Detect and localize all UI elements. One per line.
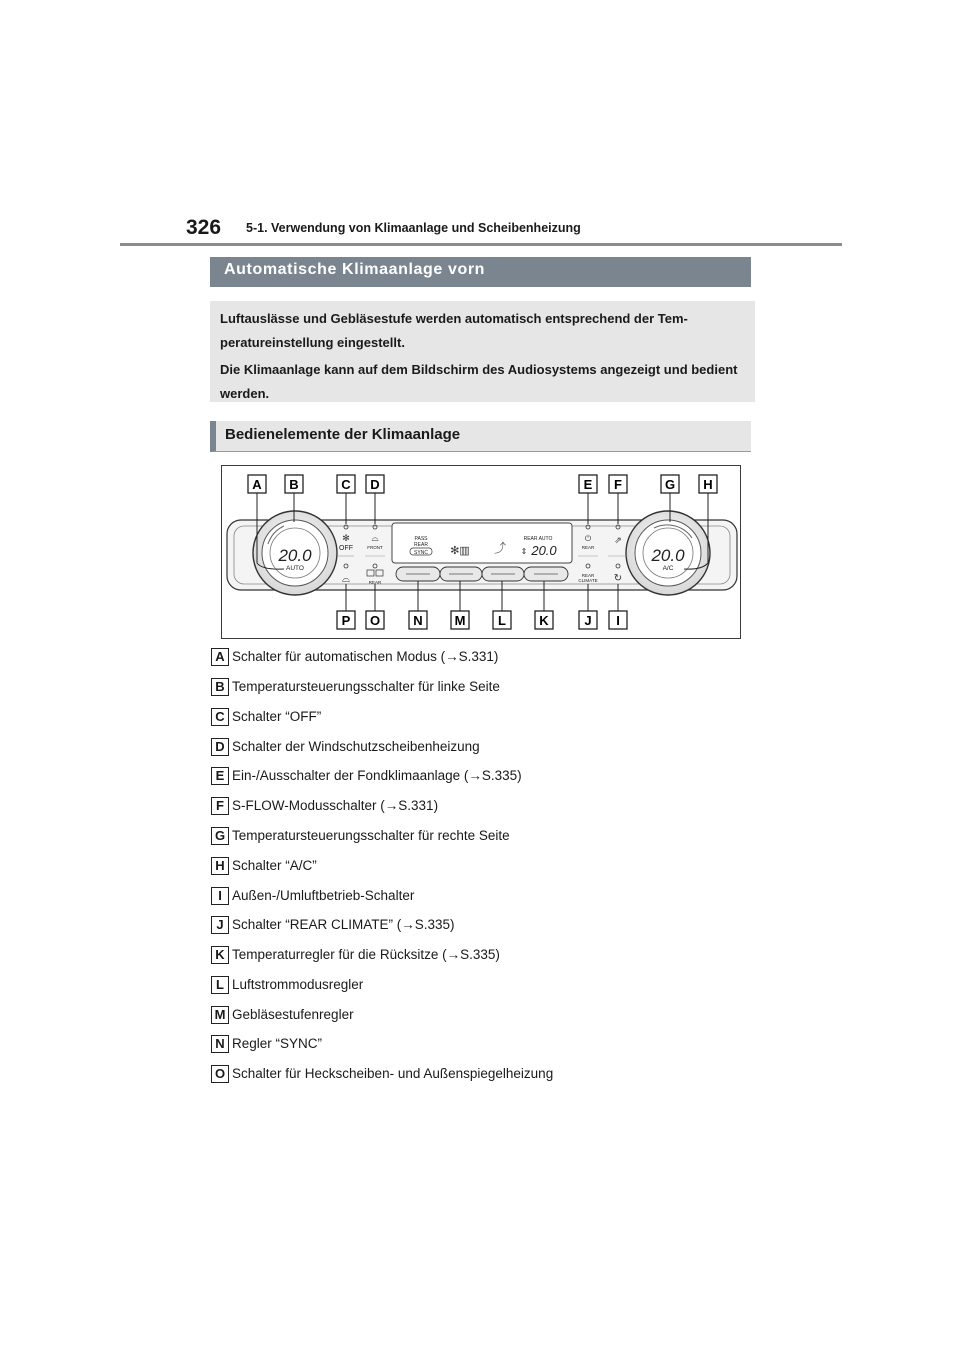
rear-temp-readout: 20.0 bbox=[531, 543, 557, 558]
legend-text: Temperatursteuerungsschalter für rechte Seite bbox=[232, 828, 510, 843]
legend-letter: E bbox=[211, 767, 229, 785]
legend-letter: C bbox=[211, 708, 229, 726]
off-label: OFF bbox=[339, 545, 353, 552]
callout-n: N bbox=[413, 613, 423, 628]
callout-e: E bbox=[583, 477, 593, 492]
legend-letter: K bbox=[211, 946, 229, 964]
rear-climate-label-2: CLIMATE bbox=[578, 578, 598, 583]
front-label: FRONT bbox=[367, 545, 383, 550]
right-temperature-knob bbox=[626, 511, 710, 595]
legend-letter: A bbox=[211, 648, 229, 666]
callout-g: G bbox=[664, 477, 676, 492]
legend-letter: G bbox=[211, 827, 229, 845]
legend-text: Schalter “A/C” bbox=[232, 858, 317, 873]
callout-h: H bbox=[703, 477, 713, 492]
windshield-defog-icon: ⌓ bbox=[371, 533, 379, 543]
callout-b: B bbox=[289, 477, 299, 492]
left-temp-readout: 20.0 bbox=[278, 546, 312, 565]
legend-text: Regler “SYNC” bbox=[232, 1036, 323, 1051]
pass-label: PASS bbox=[414, 536, 428, 542]
rear-button-label: REAR bbox=[581, 545, 595, 550]
right-ac-label: A/C bbox=[662, 565, 674, 572]
legend-text: Luftstrommodusregler bbox=[232, 977, 364, 992]
legend-text: S-FLOW-Modusschalter (→S.331) bbox=[232, 798, 439, 813]
sync-label: SYNC bbox=[414, 550, 428, 556]
legend-letter: O bbox=[211, 1065, 229, 1083]
rear2-label: REAR bbox=[414, 542, 428, 548]
header-divider bbox=[120, 243, 842, 246]
legend-text: Schalter “REAR CLIMATE” (→S.335) bbox=[232, 917, 455, 932]
fan-speed-icon: ✻▥ bbox=[450, 545, 470, 557]
fan-icon: ✻ bbox=[342, 533, 350, 543]
legend-letter: D bbox=[211, 738, 229, 756]
climate-control-diagram bbox=[221, 465, 741, 639]
summary-box bbox=[210, 301, 755, 402]
left-auto-label: AUTO bbox=[286, 565, 304, 572]
recirculation-icon: ↻ bbox=[613, 573, 623, 584]
legend-text: Schalter für Heckscheiben- und Außenspiegelheizung bbox=[232, 1066, 554, 1081]
rear-small-label: REAR bbox=[368, 580, 382, 585]
callout-j: J bbox=[584, 613, 592, 628]
climate-panel-illustration bbox=[222, 466, 742, 640]
legend-letter: F bbox=[211, 797, 229, 815]
legend-text: Gebläsestufenregler bbox=[232, 1007, 354, 1022]
rear-auto-label: REAR AUTO bbox=[523, 536, 553, 542]
callout-l: L bbox=[498, 613, 506, 628]
legend-letter: L bbox=[211, 976, 229, 994]
left-temperature-knob bbox=[253, 511, 337, 595]
legend-letter: H bbox=[211, 857, 229, 875]
callout-p: P bbox=[341, 613, 351, 628]
legend-text: Schalter “OFF” bbox=[232, 709, 322, 724]
callout-k: K bbox=[539, 613, 549, 628]
top-callouts bbox=[248, 475, 717, 493]
legend-letter: B bbox=[211, 678, 229, 696]
legend-letter: M bbox=[211, 1006, 229, 1024]
summary-paragraph: Luftauslässe und Gebläsestufe werden automatisch entsprechend der Tem-peratureinstellung eingestellt. bbox=[220, 311, 688, 350]
legend-text: Schalter für automatischen Modus (→S.331) bbox=[232, 649, 499, 664]
legend-text: Schalter der Windschutzscheibenheizung bbox=[232, 739, 480, 754]
callout-c: C bbox=[341, 477, 351, 492]
chapter-title-bar: Automatische Klimaanlage vorn bbox=[210, 257, 751, 287]
callout-a: A bbox=[252, 477, 262, 492]
up-down-icon: ⇕ bbox=[520, 547, 528, 556]
callout-f: F bbox=[614, 477, 622, 492]
legend-letter: J bbox=[211, 916, 229, 934]
callout-i: I bbox=[616, 613, 620, 628]
callout-d: D bbox=[370, 477, 380, 492]
subsection-title: Bedienelemente der Klimaanlage bbox=[210, 421, 751, 452]
s-flow-icon: ⇗ bbox=[614, 535, 622, 545]
power-icon: ⏻ bbox=[584, 534, 592, 543]
callout-o: O bbox=[369, 613, 381, 628]
airflow-mode-icon: ⤴ bbox=[493, 541, 507, 555]
legend-text: Außen-/Umluftbetrieb-Schalter bbox=[232, 888, 415, 903]
summary-paragraph: Die Klimaanlage kann auf dem Bildschirm des Audiosystems angezeigt und bedient werden. bbox=[220, 362, 738, 401]
right-temp-readout: 20.0 bbox=[651, 546, 685, 565]
bottom-callouts bbox=[337, 611, 627, 629]
page-number: 326 bbox=[186, 216, 222, 239]
legend-text: Temperatursteuerungsschalter für linke Seite bbox=[232, 679, 500, 694]
legend-letter: N bbox=[211, 1035, 229, 1053]
legend-text: Ein-/Ausschalter der Fondklimaanlage (→S.335) bbox=[232, 768, 522, 783]
legend-text: Temperaturregler für die Rücksitze (→S.335) bbox=[232, 947, 500, 962]
callout-m: M bbox=[454, 613, 466, 628]
legend-letter: I bbox=[211, 887, 229, 905]
section-title: 5-1. Verwendung von Klimaanlage und Scheibenheizung bbox=[246, 221, 581, 235]
rear-window-defog-icon: ⌓ bbox=[342, 574, 350, 585]
rear-climate-label-1: REAR bbox=[581, 573, 595, 578]
